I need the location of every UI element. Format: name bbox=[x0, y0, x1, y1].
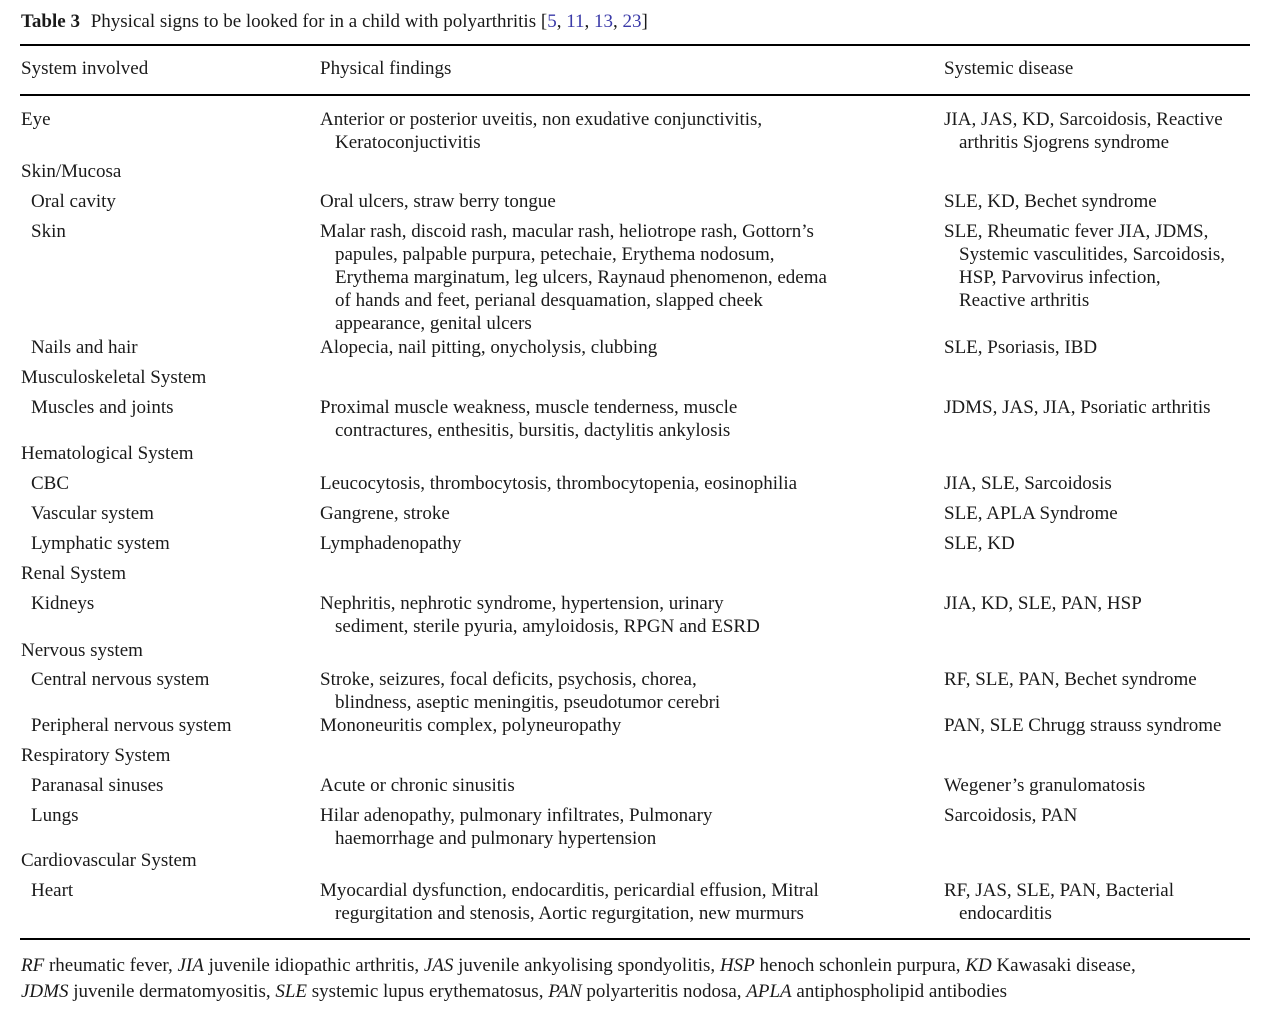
header-system: System involved bbox=[21, 58, 149, 79]
row-disease bbox=[944, 220, 1264, 312]
row-findings bbox=[320, 804, 895, 850]
row-disease bbox=[944, 532, 1264, 555]
row-findings-line: Erythema marginatum, leg ulcers, Raynaud phenomenon, edema bbox=[335, 267, 827, 288]
row-findings-line: Stroke, seizures, focal deficits, psychosis, chorea, bbox=[320, 669, 697, 690]
row-disease bbox=[944, 502, 1264, 525]
row-findings bbox=[320, 190, 895, 213]
row-disease bbox=[944, 714, 1264, 737]
row-findings-line: of hands and feet, perianal desquamation, slapped cheek bbox=[335, 290, 763, 311]
abbreviation-definition: antiphospholipid antibodies bbox=[791, 981, 1007, 1002]
row-disease-line: JIA, SLE, Sarcoidosis bbox=[944, 473, 1112, 494]
row-findings-line: sediment, sterile pyuria, amyloidosis, RPGN and ESRD bbox=[335, 616, 760, 637]
row-disease bbox=[944, 190, 1264, 213]
row-findings-line: Leucocytosis, thrombocytosis, thrombocytopenia, eosinophilia bbox=[320, 473, 798, 494]
row-disease-line: HSP, Parvovirus infection, bbox=[959, 267, 1161, 288]
row-disease-line: SLE, KD, Bechet syndrome bbox=[944, 191, 1157, 212]
row-system-label: Lungs bbox=[31, 805, 79, 826]
abbreviation-definition: Kawasaki disease, bbox=[991, 955, 1136, 976]
ref-link[interactable]: 13 bbox=[593, 11, 613, 32]
table-caption: Table 3 Physical signs to be looked for in a child with polyarthritis [5, 11, 13, 23] bbox=[21, 11, 648, 32]
abbreviation-definition: juvenile idiopathic arthritis, bbox=[203, 955, 424, 976]
row-disease bbox=[944, 592, 1264, 615]
abbreviation: HSP bbox=[719, 955, 755, 976]
row-findings bbox=[320, 592, 895, 638]
row-disease bbox=[944, 108, 1264, 154]
row-system-label: Oral cavity bbox=[31, 191, 116, 212]
row-findings-line: Anterior or posterior uveitis, non exudative conjunctivitis, bbox=[320, 109, 763, 130]
row-disease bbox=[944, 336, 1264, 359]
row-disease-line: endocarditis bbox=[959, 903, 1052, 924]
row-findings bbox=[320, 336, 895, 359]
header-findings: Physical findings bbox=[320, 58, 452, 79]
row-disease-line: arthritis Sjogrens syndrome bbox=[959, 132, 1170, 153]
section-heading: Renal System bbox=[21, 563, 127, 584]
header-rule bbox=[20, 94, 1250, 96]
row-disease-line: Wegener’s granulomatosis bbox=[944, 775, 1146, 796]
row-disease-line: SLE, APLA Syndrome bbox=[944, 503, 1118, 524]
abbreviation-definition: juvenile dermatomyositis, bbox=[68, 981, 276, 1002]
row-disease bbox=[944, 879, 1264, 925]
abbreviation: SLE bbox=[275, 981, 308, 1002]
row-system-label: Muscles and joints bbox=[31, 397, 174, 418]
row-disease-line: JIA, JAS, KD, Sarcoidosis, Reactive bbox=[944, 109, 1223, 130]
row-findings-line: Hilar adenopathy, pulmonary infiltrates, Pulmonary bbox=[320, 805, 713, 826]
row-findings bbox=[320, 220, 895, 335]
row-disease-line: JIA, KD, SLE, PAN, HSP bbox=[944, 593, 1142, 614]
row-system-label: Vascular system bbox=[31, 503, 154, 524]
row-findings bbox=[320, 774, 895, 797]
row-findings bbox=[320, 108, 895, 154]
row-disease-line: RF, SLE, PAN, Bechet syndrome bbox=[944, 669, 1197, 690]
ref-link[interactable]: 5 bbox=[547, 11, 557, 32]
row-disease bbox=[944, 804, 1264, 827]
row-system-label: Heart bbox=[31, 880, 74, 901]
row-system-label: Lymphatic system bbox=[31, 533, 170, 554]
row-system-label: Nails and hair bbox=[31, 337, 138, 358]
header-disease: Systemic disease bbox=[944, 58, 1074, 79]
row-findings-line: Oral ulcers, straw berry tongue bbox=[320, 191, 556, 212]
abbreviation: JAS bbox=[423, 955, 454, 976]
row-system-label: CBC bbox=[31, 473, 70, 494]
section-heading: Cardiovascular System bbox=[21, 850, 197, 871]
abbreviation: JIA bbox=[177, 955, 204, 976]
row-disease-line: PAN, SLE Chrugg strauss syndrome bbox=[944, 715, 1222, 736]
row-system-label: Skin bbox=[31, 221, 66, 242]
row-disease-line: JDMS, JAS, JIA, Psoriatic arthritis bbox=[944, 397, 1211, 418]
row-findings bbox=[320, 532, 895, 555]
row-system-label: Paranasal sinuses bbox=[31, 775, 164, 796]
footnote-line bbox=[21, 953, 1261, 979]
row-findings-line: Acute or chronic sinusitis bbox=[320, 775, 515, 796]
row-findings-line: contractures, enthesitis, bursitis, dactylitis ankylosis bbox=[335, 420, 731, 441]
row-system-label: Central nervous system bbox=[31, 669, 210, 690]
row-disease-line: Sarcoidosis, PAN bbox=[944, 805, 1078, 826]
section-heading: Musculoskeletal System bbox=[21, 367, 207, 388]
row-disease-line: RF, JAS, SLE, PAN, Bacterial bbox=[944, 880, 1175, 901]
row-findings bbox=[320, 396, 895, 442]
row-findings-line: Nephritis, nephrotic syndrome, hypertension, urinary bbox=[320, 593, 724, 614]
abbreviation: PAN bbox=[548, 981, 582, 1002]
abbreviation: APLA bbox=[746, 981, 792, 1002]
row-system-label: Kidneys bbox=[31, 593, 95, 614]
caption-text: Physical signs to be looked for in a child with polyarthritis [ bbox=[90, 11, 548, 32]
row-findings-line: papules, palpable purpura, petechaie, Erythema nodosum, bbox=[335, 244, 775, 265]
row-findings bbox=[320, 502, 895, 525]
row-disease bbox=[944, 396, 1264, 419]
row-findings-line: Malar rash, discoid rash, macular rash, heliotrope rash, Gottorn’s bbox=[320, 221, 814, 242]
row-findings bbox=[320, 472, 895, 495]
row-findings-line: appearance, genital ulcers bbox=[335, 313, 532, 334]
top-rule bbox=[20, 44, 1250, 46]
row-findings-line: Proximal muscle weakness, muscle tenderness, muscle bbox=[320, 397, 738, 418]
section-heading: Nervous system bbox=[21, 640, 143, 661]
ref-link[interactable]: 23 bbox=[622, 11, 642, 32]
ref-link[interactable]: 11 bbox=[566, 11, 585, 32]
row-disease bbox=[944, 668, 1264, 691]
row-disease-line: SLE, Rheumatic fever JIA, JDMS, bbox=[944, 221, 1209, 242]
row-disease bbox=[944, 472, 1264, 495]
section-heading: Respiratory System bbox=[21, 745, 171, 766]
row-findings-line: Myocardial dysfunction, endocarditis, pericardial effusion, Mitral bbox=[320, 880, 819, 901]
abbreviation-definition: rheumatic fever, bbox=[44, 955, 178, 976]
row-findings bbox=[320, 879, 895, 925]
row-disease-line: SLE, Psoriasis, IBD bbox=[944, 337, 1098, 358]
row-findings-line: Gangrene, stroke bbox=[320, 503, 450, 524]
abbreviation-definition: systemic lupus erythematosus, bbox=[307, 981, 549, 1002]
section-heading: Hematological System bbox=[21, 443, 194, 464]
abbreviation: KD bbox=[965, 955, 992, 976]
abbreviation-definition: polyarteritis nodosa, bbox=[581, 981, 747, 1002]
row-findings-line: haemorrhage and pulmonary hypertension bbox=[335, 828, 657, 849]
bottom-rule bbox=[20, 938, 1250, 940]
row-disease-line: SLE, KD bbox=[944, 533, 1015, 554]
row-findings-line: Keratoconjuctivitis bbox=[335, 132, 481, 153]
footnote-line bbox=[21, 979, 1261, 1005]
row-findings bbox=[320, 714, 895, 737]
row-findings-line: regurgitation and stenosis, Aortic regurgitation, new murmurs bbox=[335, 903, 804, 924]
abbreviation-definition: henoch schonlein purpura, bbox=[754, 955, 966, 976]
table-footnote bbox=[21, 953, 1261, 1005]
section-heading: Skin/Mucosa bbox=[21, 161, 122, 182]
row-findings-line: blindness, aseptic meningitis, pseudotumor cerebri bbox=[335, 692, 721, 713]
abbreviation: RF bbox=[21, 955, 45, 976]
row-disease-line: Reactive arthritis bbox=[959, 290, 1090, 311]
row-disease-line: Systemic vasculitides, Sarcoidosis, bbox=[959, 244, 1225, 265]
row-findings-line: Alopecia, nail pitting, onycholysis, clubbing bbox=[320, 337, 658, 358]
row-findings-line: Mononeuritis complex, polyneuropathy bbox=[320, 715, 622, 736]
abbreviation: JDMS bbox=[21, 981, 69, 1002]
table-label: Table 3 bbox=[21, 11, 80, 32]
abbreviation-definition: juvenile ankyolising spondyolitis, bbox=[453, 955, 720, 976]
row-disease bbox=[944, 774, 1264, 797]
row-findings bbox=[320, 668, 895, 714]
row-findings-line: Lymphadenopathy bbox=[320, 533, 462, 554]
section-heading: Eye bbox=[21, 109, 51, 130]
row-system-label: Peripheral nervous system bbox=[31, 715, 232, 736]
